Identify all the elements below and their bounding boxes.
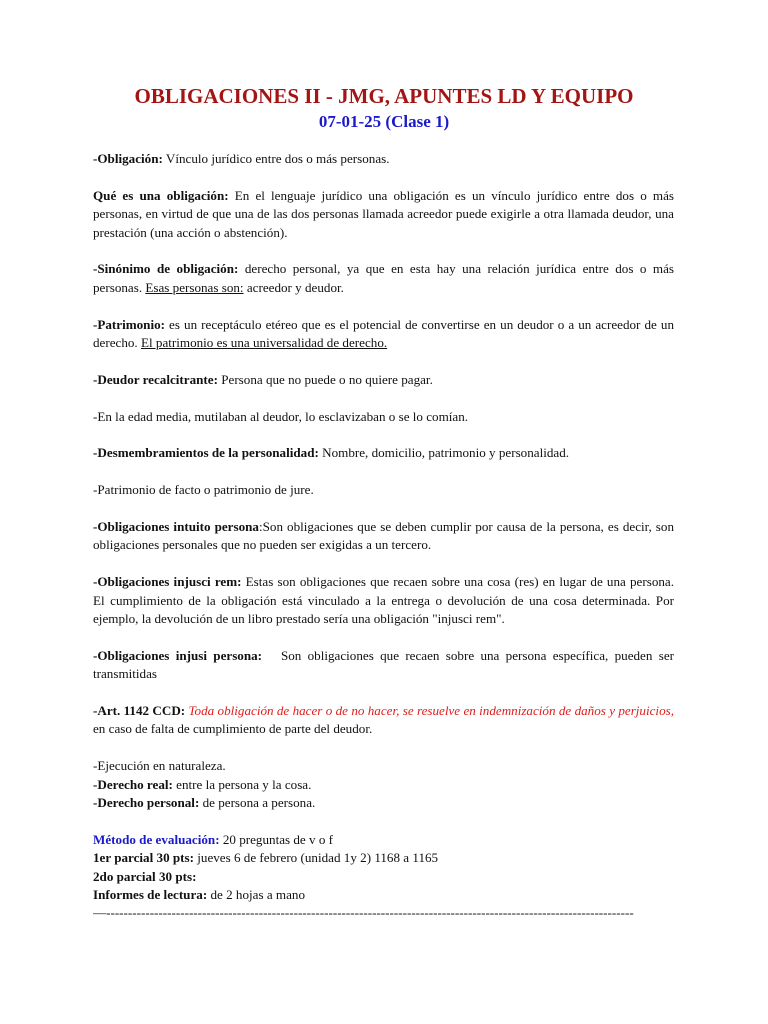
definition: en caso de falta de cumplimiento de parte del deudor. (93, 721, 373, 737)
reading-reports (93, 886, 674, 904)
article-quote: Toda obligación de hacer o de no hacer, se resuelve en indemnización de daños y perjuicios, (185, 703, 674, 719)
term: -Obligaciones intuito persona (93, 519, 259, 534)
term: 1er parcial 30 pts: (93, 850, 194, 866)
term: Informes de lectura: (93, 887, 208, 903)
definition: Estas son obligaciones que recaen sobre una cosa (res) en lugar de una persona. El cumplimiento de la obligación está vinculado a la entrega o devolución de una cosa determinada. Por ejemplo, la devolución de un libro prestado sería una obligación "injusci rem". (93, 574, 674, 627)
term: -Deudor recalcitrante: (93, 371, 218, 387)
term: 2do parcial 30 pts: (93, 868, 197, 884)
definition: Nombre, domicilio, patrimonio y personalidad. (318, 445, 570, 461)
definition: es un receptáculo etéreo que es el potencial de convertirse en un deudor o a un acreedor de un derecho. (93, 316, 674, 351)
term: -Obligación: (93, 151, 163, 166)
class-date-subtitle: 07-01-25 (Clase 1) (318, 112, 450, 131)
definition: 20 preguntas de v o f (219, 831, 334, 847)
definition: de persona a persona. (199, 795, 316, 811)
document-body (93, 150, 678, 923)
paragraph-ejecucion: -Ejecución en naturaleza. (93, 758, 226, 774)
paragraph-sinonimo (93, 260, 674, 297)
dashed-separator: —------------------------------------------------------------------------------------------------------------------------- (93, 905, 634, 921)
term: -Sinónimo de obligación: (93, 261, 239, 277)
paragraph-obligacion (93, 150, 674, 168)
paragraph-deudor-recalcitrante (93, 371, 674, 389)
definition: En el lenguaje jurídico una obligación es un vínculo jurídico entre dos o más personas, en virtud de que una de las dos personas llamada acreedor puede exigirle a otra llamada deudor, una prestación (una acción o abstención). (93, 187, 674, 240)
paragraph-que-es-obligacion (93, 187, 674, 242)
paragraph-injusci-rem (93, 573, 674, 628)
paragraph-edad-media: -En la edad media, mutilaban al deudor, lo esclavizaban o se lo comían. (93, 408, 469, 424)
term: -Derecho real: (93, 776, 173, 792)
paragraph-injusi-persona (93, 647, 678, 684)
definition: Vínculo jurídico entre dos o más personas. (162, 151, 390, 166)
term: Qué es una obligación: (93, 187, 229, 203)
paragraph-derecho-personal (93, 794, 674, 812)
definition: entre la persona y la cosa. (172, 776, 312, 792)
paragraph-intuito-persona (93, 518, 674, 555)
definition: :Son obligaciones que se deben cumplir por causa de la persona, es decir, son obligaciones personales que no pueden ser exigidas a un tercero. (93, 519, 674, 553)
definition: de 2 hojas a mano (207, 887, 306, 903)
term: -Patrimonio: (93, 316, 165, 332)
term: -Obligaciones injusci rem: (93, 574, 242, 590)
term: Método de evaluación: (93, 831, 220, 847)
evaluation-method (93, 831, 674, 849)
paragraph-derecho-real (93, 776, 674, 794)
second-partial (93, 868, 674, 886)
underlined-text: El patrimonio es una universalidad de derecho. (140, 335, 388, 351)
underlined-text: Esas personas son: (145, 279, 244, 295)
definition-tail: acreedor y deudor. (243, 279, 344, 295)
term: -Desmembramientos de la personalidad: (93, 445, 319, 461)
paragraph-desmembramientos (93, 444, 674, 462)
definition: derecho personal, ya que en esta hay una relación jurídica entre dos o más personas. (93, 261, 675, 295)
definition: jueves 6 de febrero (unidad 1y 2) 1168 a 1165 (193, 850, 439, 866)
term: -Obligaciones injusi persona: (93, 647, 263, 663)
definition: Son obligaciones que recaen sobre una persona específica, pueden ser transmitidas (93, 647, 678, 682)
term: -Art. 1142 CCD: (93, 703, 186, 719)
term: -Derecho personal: (93, 795, 200, 811)
definition: Persona que no puede o no quiere pagar. (217, 371, 433, 387)
paragraph-art-1142 (93, 702, 674, 739)
paragraph-patrimonio (93, 316, 674, 353)
paragraph-patrimonio-facto: -Patrimonio de facto o patrimonio de jure. (93, 482, 314, 498)
document-title: OBLIGACIONES II - JMG, APUNTES LD Y EQUIPO (134, 84, 634, 108)
first-partial (93, 849, 674, 867)
